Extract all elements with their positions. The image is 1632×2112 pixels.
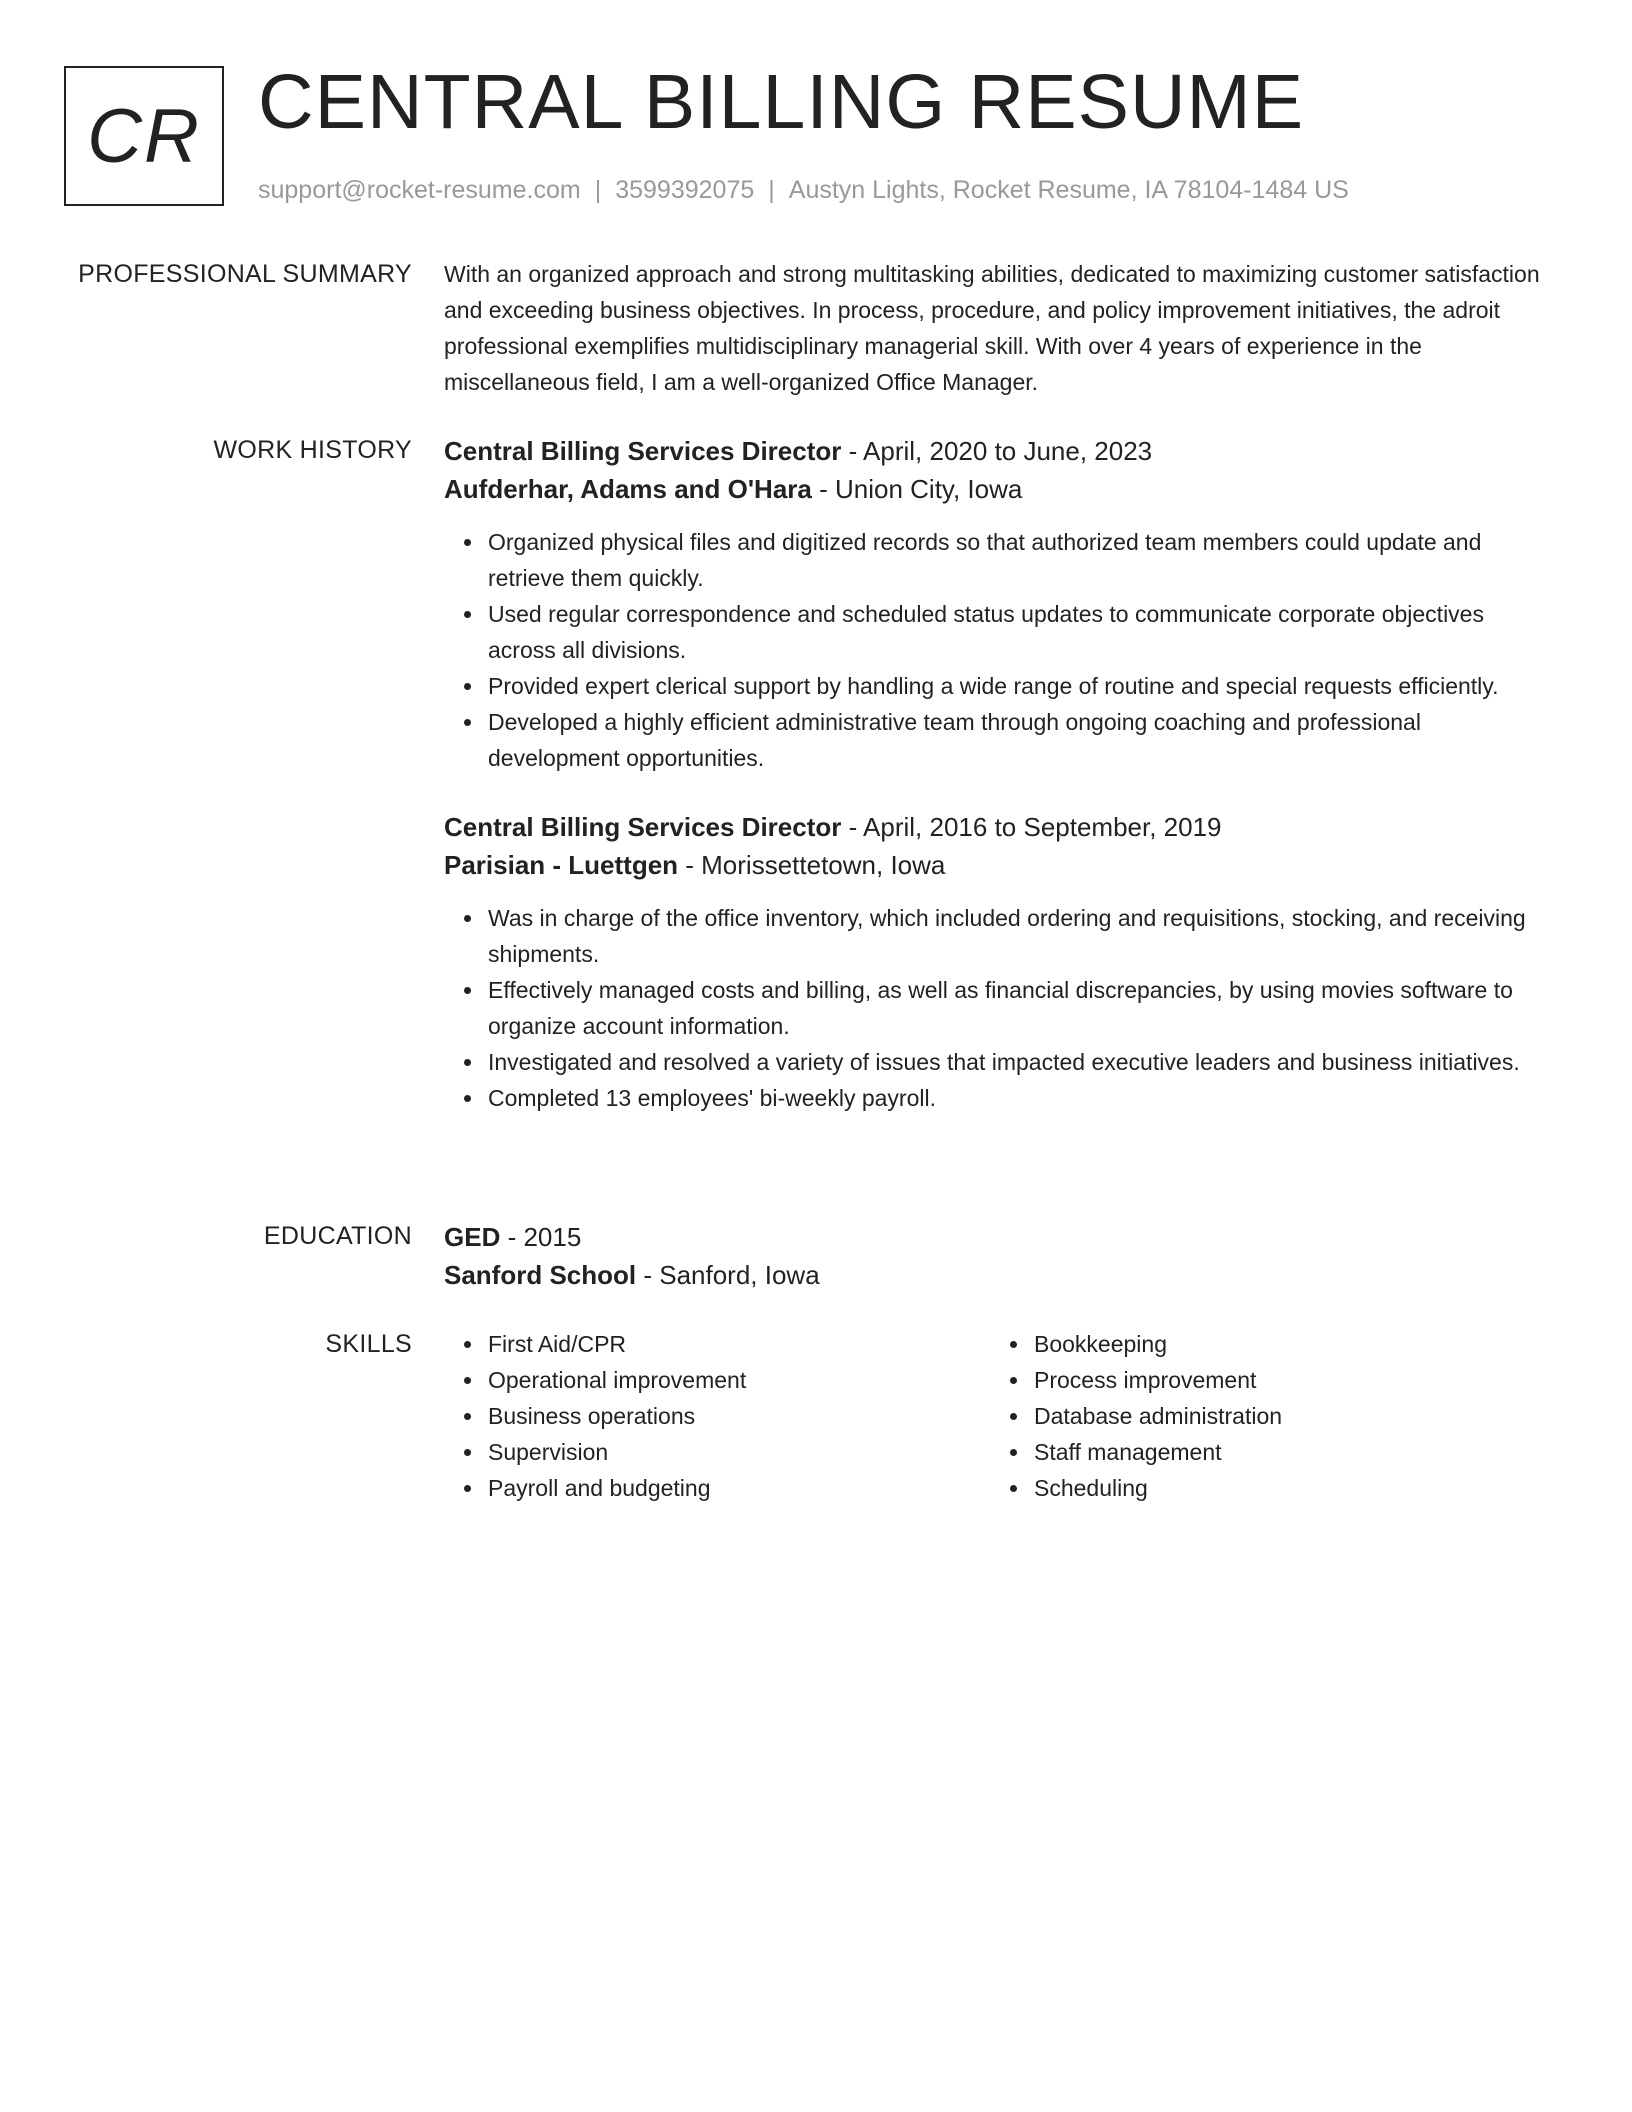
job-bullet: Developed a highly efficient administrative team through ongoing coaching and professional development opportunities. <box>488 704 1544 776</box>
skill-item: Supervision <box>488 1434 990 1470</box>
skill-item: Bookkeeping <box>1034 1326 1536 1362</box>
job-position: Central Billing Services Director <box>444 436 842 466</box>
contact-line <box>258 174 1349 207</box>
skill-item: Payroll and budgeting <box>488 1470 990 1506</box>
contact-address: Austyn Lights, Rocket Resume, IA 78104-1484 US <box>788 176 1349 204</box>
skills-column-left <box>444 1326 990 1506</box>
job-bullets <box>444 900 1544 1116</box>
monogram-box <box>64 66 224 206</box>
monogram-initials: CR <box>87 93 201 179</box>
education-school: Sanford School <box>444 1260 637 1290</box>
resume-title: CENTRAL BILLING RESUME <box>258 59 1305 145</box>
job-company-line <box>444 470 1544 508</box>
education-body <box>444 1218 1544 1294</box>
job-dates: - April, 2016 to September, 2019 <box>841 812 1222 842</box>
job-entry <box>444 808 1544 1116</box>
section-title-summary: PROFESSIONAL SUMMARY <box>78 260 412 288</box>
skills-list <box>444 1326 990 1506</box>
summary-text: With an organized approach and strong multitasking abilities, dedicated to maximizing customer satisfaction and exceeding business objectives. In process, procedure, and policy improvement initiatives, the adroit professional exemplifies multidisciplinary managerial skill. With over 4 years of experience in the miscellaneous field, I am a well-organized Office Manager. <box>444 261 1540 395</box>
job-location: - Morissettetown, Iowa <box>678 850 946 880</box>
job-bullet: Provided expert clerical support by handling a wide range of routine and special requests efficiently. <box>488 668 1544 704</box>
job-location: - Union City, Iowa <box>811 474 1023 504</box>
skills-body <box>444 1326 1544 1506</box>
skill-item: Business operations <box>488 1398 990 1434</box>
job-bullet: Used regular correspondence and scheduled status updates to communicate corporate objectives across all divisions. <box>488 596 1544 668</box>
skills-grid <box>444 1326 1544 1506</box>
skill-item: Staff management <box>1034 1434 1536 1470</box>
job-title-line <box>444 808 1544 846</box>
job-dates: - April, 2020 to June, 2023 <box>841 436 1153 466</box>
education-degree-line <box>444 1218 1544 1256</box>
job-bullet: Was in charge of the office inventory, which included ordering and requisitions, stocking, and receiving shipments. <box>488 900 1544 972</box>
section-title-skills: SKILLS <box>325 1330 412 1358</box>
job-entry <box>444 432 1544 776</box>
skill-item: First Aid/CPR <box>488 1326 990 1362</box>
job-position: Central Billing Services Director <box>444 812 842 842</box>
contact-separator: | <box>768 176 775 204</box>
education-year: - 2015 <box>500 1222 582 1252</box>
summary-body <box>444 256 1544 400</box>
contact-phone: 3599392075 <box>615 176 755 204</box>
job-company-line <box>444 846 1544 884</box>
job-bullet: Completed 13 employees' bi-weekly payroll. <box>488 1080 1544 1116</box>
job-title-line <box>444 432 1544 470</box>
job-company: Aufderhar, Adams and O'Hara <box>444 474 812 504</box>
job-company: Parisian - Luettgen <box>444 850 679 880</box>
skill-item: Scheduling <box>1034 1470 1536 1506</box>
work-history-body <box>444 432 1544 1116</box>
skills-column-right <box>990 1326 1536 1506</box>
section-title-work-history: WORK HISTORY <box>213 436 412 464</box>
skill-item: Operational improvement <box>488 1362 990 1398</box>
education-degree: GED <box>444 1222 501 1252</box>
contact-email: support@rocket-resume.com <box>258 176 581 204</box>
job-bullets <box>444 524 1544 776</box>
job-bullet: Effectively managed costs and billing, as well as financial discrepancies, by using movies software to organize account information. <box>488 972 1544 1044</box>
contact-separator: | <box>594 176 602 204</box>
education-location: - Sanford, Iowa <box>636 1260 820 1290</box>
job-bullet: Investigated and resolved a variety of issues that impacted executive leaders and business initiatives. <box>488 1044 1544 1080</box>
job-bullet: Organized physical files and digitized records so that authorized team members could update and retrieve them quickly. <box>488 524 1544 596</box>
education-school-line <box>444 1256 1544 1294</box>
skills-list <box>990 1326 1536 1506</box>
skill-item: Database administration <box>1034 1398 1536 1434</box>
section-title-education: EDUCATION <box>263 1222 412 1250</box>
skill-item: Process improvement <box>1034 1362 1536 1398</box>
